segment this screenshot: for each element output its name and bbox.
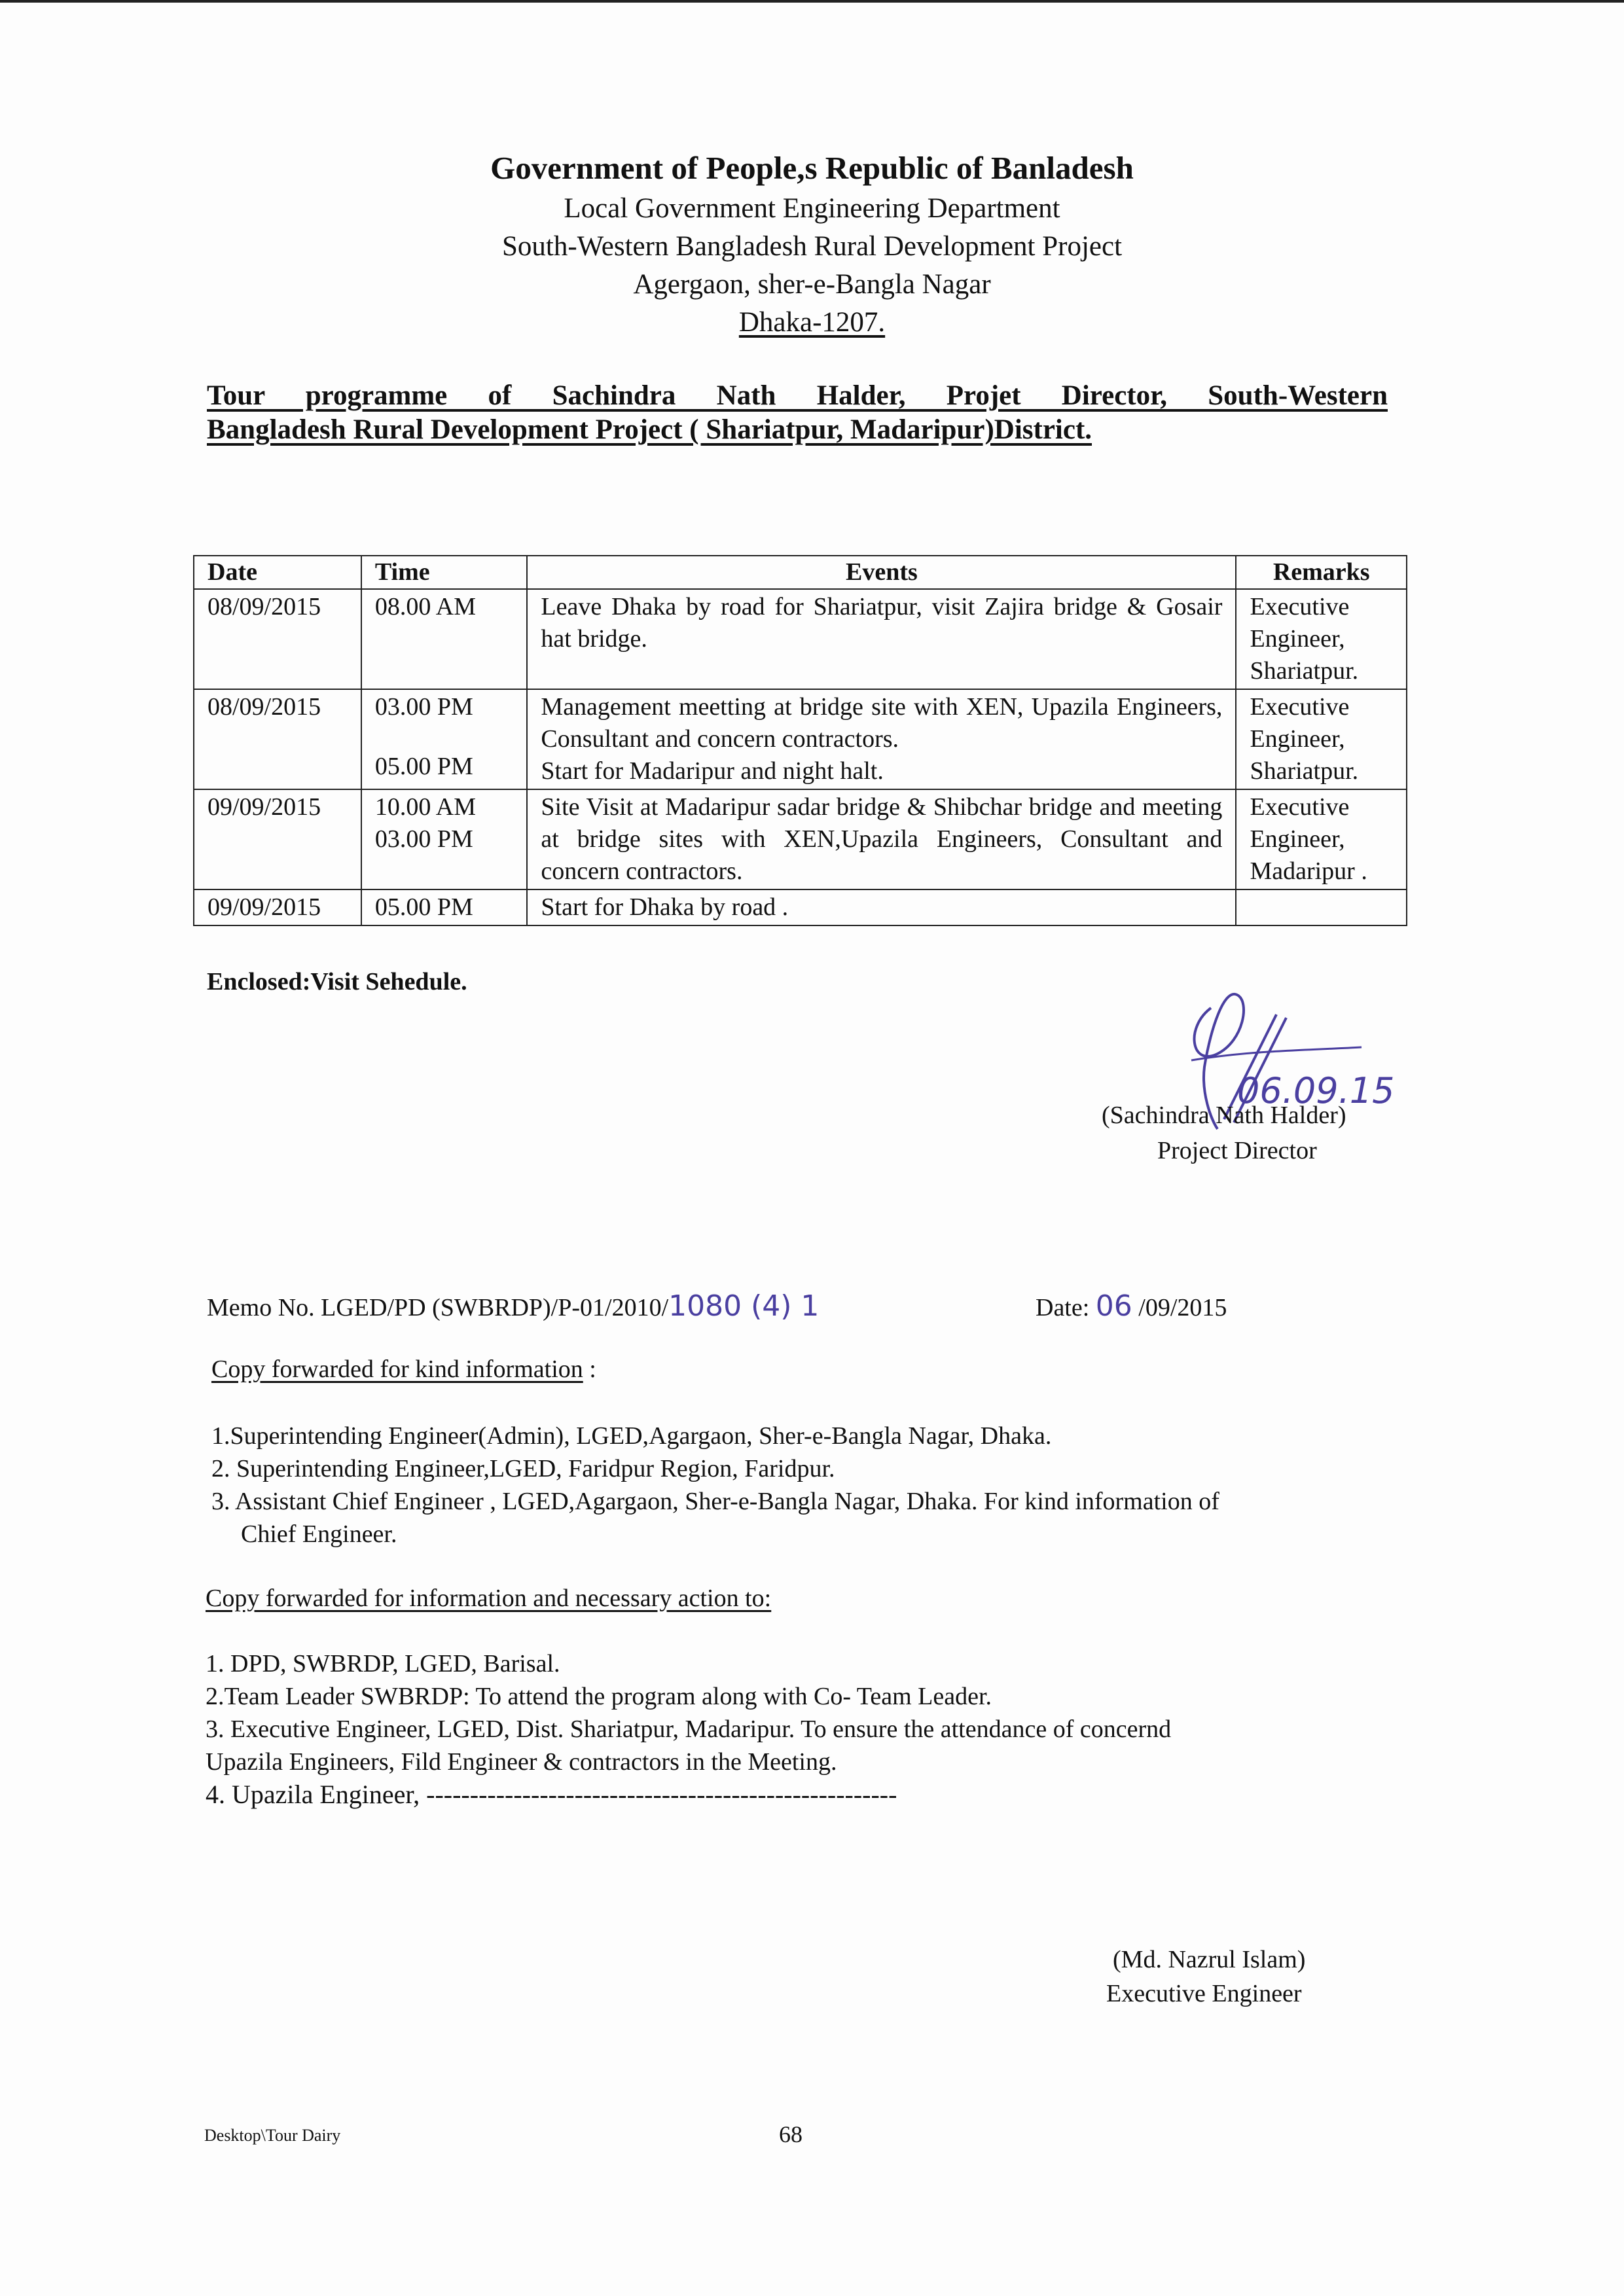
cell-date: 09/09/2015: [194, 789, 361, 889]
header-city: [0, 306, 1624, 338]
document-title-line2: Bangladesh Rural Development Project ( Shariatpur, Madaripur)District.: [207, 414, 1092, 445]
col-header-remarks: Remarks: [1236, 556, 1407, 589]
copy2-heading: [206, 1584, 771, 1613]
spacer: [375, 723, 514, 751]
header-department: Local Government Engineering Department: [564, 193, 1060, 224]
signatory1-title: Project Director: [1157, 1137, 1317, 1164]
col-header-date: Date: [194, 556, 361, 589]
cell-event: Management meetting at bridge site with XEN, Upazila Engineers, Consultant and concern contractors.: [541, 693, 1223, 753]
copy1-item-3-cont: Chief Engineer.: [241, 1520, 397, 1548]
cell-event: Leave Dhaka by road for Shariatpur, visit Zajira bridge & Gosair hat bridge.: [527, 589, 1236, 689]
col-header-events: Events: [527, 556, 1236, 589]
col-header-time: Time: [361, 556, 528, 589]
copy1-heading: [211, 1355, 596, 1384]
copy1-heading-colon: :: [583, 1355, 596, 1383]
cell-date: 08/09/2015: [194, 689, 361, 789]
header-address: Agergaon, sher-e-Bangla Nagar: [633, 269, 991, 300]
memo-date-handwritten: 06: [1095, 1289, 1132, 1323]
copy2-item-1: 1. DPD, SWBRDP, LGED, Barisal.: [206, 1650, 560, 1677]
cell-time: 10.00 AM: [374, 793, 477, 821]
copy2-item-3: 3. Executive Engineer, LGED, Dist. Shariatpur, Madaripur. To ensure the attendance of concernd: [206, 1715, 1172, 1743]
cell-remarks: Executive Engineer, Shariatpur.: [1236, 689, 1407, 789]
cell-remarks: [1236, 889, 1407, 925]
header-project: South-Western Bangladesh Rural Development Project: [501, 231, 1123, 262]
memo-prefix: Memo No. LGED/PD (SWBRDP)/P-01/2010/: [207, 1294, 669, 1321]
copy2-item-3-cont: Upazila Engineers, Fild Engineer & contractors in the Meeting.: [206, 1748, 837, 1776]
cell-time-group: [361, 789, 528, 889]
signature-date: 06.09.15: [1237, 1070, 1395, 1111]
table-row: [194, 689, 1407, 789]
copy1-heading-text: Copy forwarded for kind information: [211, 1355, 583, 1383]
signatory1-name: (Sachindra Nath Halder): [1102, 1102, 1346, 1129]
cell-event-group: [527, 689, 1236, 789]
header-government: Government of People,s Republic of Banladesh: [490, 150, 1134, 186]
footer-path: Desktop\Tour Dairy: [204, 2126, 341, 2145]
copy1-item-3: 3. Assistant Chief Engineer , LGED,Agargaon, Sher-e-Bangla Nagar, Dhaka. For kind information of: [211, 1488, 1219, 1515]
top-rule: [0, 0, 1624, 3]
cell-remarks: Executive Engineer, Madaripur .: [1236, 789, 1407, 889]
signatory2-title: Executive Engineer: [1106, 1980, 1302, 2007]
cell-time-second: 05.00 PM: [374, 753, 473, 780]
table-row: [194, 789, 1407, 889]
cell-time: 08.00 AM: [361, 589, 528, 689]
memo-date: [1036, 1289, 1227, 1323]
copy1-item-1: 1.Superintending Engineer(Admin), LGED,Agargaon, Sher-e-Bangla Nagar, Dhaka.: [211, 1422, 1052, 1450]
table-row: [194, 589, 1407, 689]
cell-time-group: [361, 689, 528, 789]
cell-event: Site Visit at Madaripur sadar bridge & Shibchar bridge and meeting at bridge sites with XEN,Upazila Engineers, Consultant and concern contractors.: [527, 789, 1236, 889]
memo-number: [207, 1289, 819, 1323]
tour-schedule-table: [193, 555, 1407, 926]
cell-date: 09/09/2015: [194, 889, 361, 925]
cell-time-second: 03.00 PM: [374, 825, 473, 853]
cell-event-second: Start for Madaripur and night halt.: [541, 757, 884, 785]
copy2-item-4: 4. Upazila Engineer, ------------------------------------------------------: [206, 1780, 897, 1809]
table-row: [194, 889, 1407, 925]
copy2-item-2: 2.Team Leader SWBRDP: To attend the program along with Co- Team Leader.: [206, 1683, 992, 1710]
page-number: 68: [779, 2121, 803, 2147]
document-title-line1: Tour programme of Sachindra Nath Halder, Projet Director, South-Western: [207, 380, 1388, 411]
header-city-text: Dhaka-1207.: [738, 307, 886, 338]
cell-remarks: Executive Engineer, Shariatpur.: [1236, 589, 1407, 689]
memo-date-suffix: /09/2015: [1138, 1294, 1227, 1321]
copy1-item-2: 2. Superintending Engineer,LGED, Faridpur Region, Faridpur.: [211, 1455, 835, 1482]
table-header-row: [194, 556, 1407, 589]
cell-event: Start for Dhaka by road .: [527, 889, 1236, 925]
memo-handwritten-number: 1080 (4) 1: [668, 1289, 820, 1323]
cell-time: 03.00 PM: [374, 693, 473, 721]
copy2-heading-text: Copy forwarded for information and necessary action to:: [206, 1585, 772, 1612]
enclosed-note: Enclosed:Visit Sehedule.: [207, 968, 467, 996]
signatory2-name: (Md. Nazrul Islam): [1113, 1946, 1306, 1973]
cell-time: 05.00 PM: [361, 889, 528, 925]
cell-date: 08/09/2015: [194, 589, 361, 689]
memo-date-label: Date:: [1036, 1294, 1090, 1321]
